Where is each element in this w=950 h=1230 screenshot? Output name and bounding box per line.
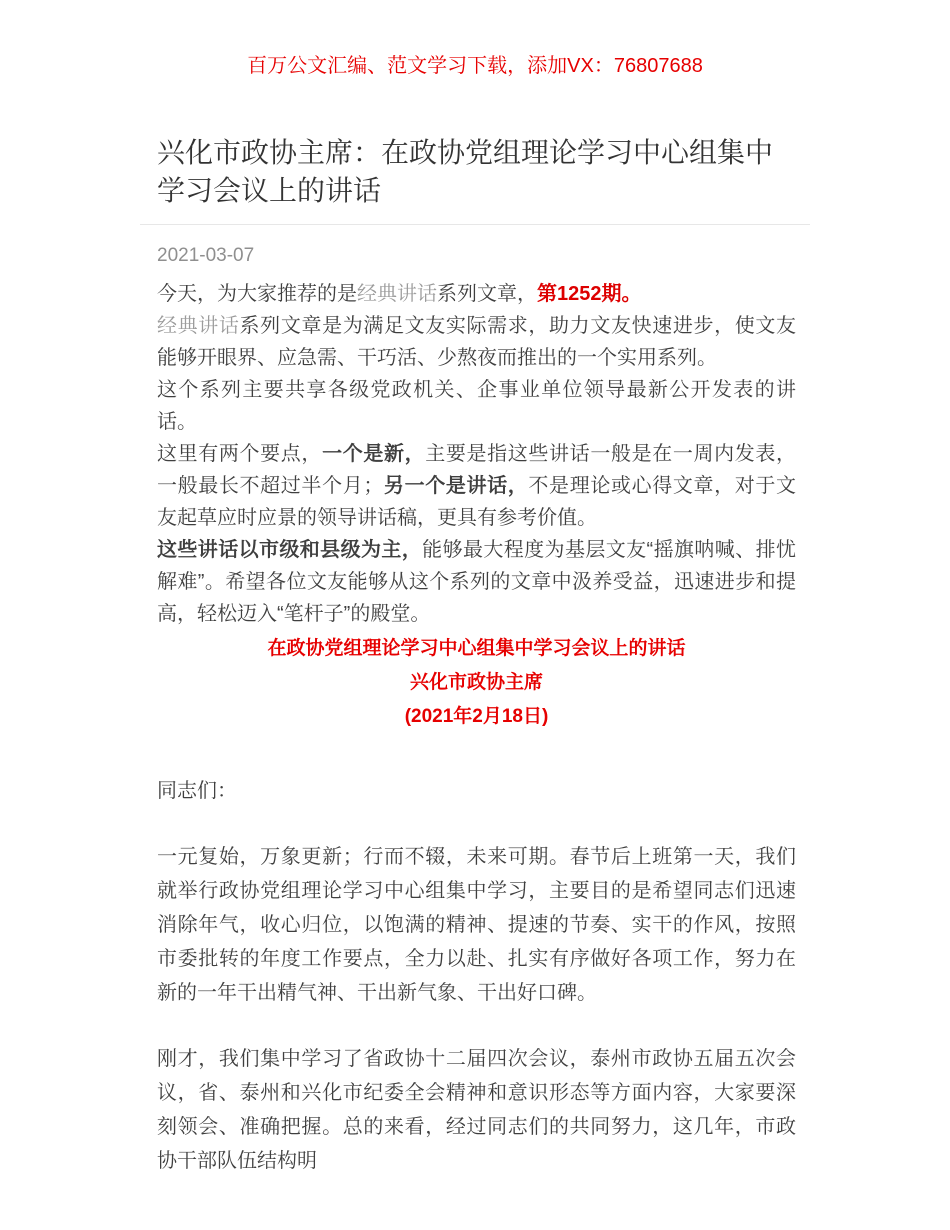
text-run: 主要是指这些讲话一般是在一周内发表，一般最长不超过半个月； [157, 443, 797, 497]
intro-paragraph [157, 310, 796, 374]
text-run: 这些讲话以市级和县级为主， [157, 539, 423, 561]
text-run: 系列文章， [437, 283, 537, 305]
speech-speaker: 兴化市政协主席 [409, 672, 543, 693]
text-run: 一个是新， [322, 443, 426, 465]
intro-paragraph [157, 374, 796, 438]
publish-date: 2021-03-07 [157, 245, 255, 266]
text-run: 不是理论或心得文章，对于文友起草应时应景的领导讲话稿，更具有参考价值。 [157, 475, 797, 529]
text-run: 第1252期。 [537, 283, 642, 305]
intro-paragraph [157, 534, 796, 630]
speech-paragraph: 同志们： [157, 780, 237, 802]
promo-banner: 百万公文汇编、范文学习下载，添加VX：76807688 [247, 55, 703, 77]
speech-body [140, 774, 810, 1178]
text-run: 这里有两个要点， [157, 443, 323, 465]
speech-paragraph: 刚才，我们集中学习了省政协十二届四次会议，泰州市政协五届五次会议，省、泰州和兴化市纪委全会精神和意识形态等方面内容，大家要深刻领会、准确把握。总的来看，经过同志们的共同努力，这几年，市政协干部队伍结构明 [157, 1048, 796, 1172]
text-run: 今天，为大家推荐的是 [157, 283, 357, 305]
text-run: 经典讲话 [357, 283, 437, 305]
title-divider [140, 224, 810, 225]
speech-title: 在政协党组理论学习中心组集中学习会议上的讲话 [267, 638, 686, 659]
speech-heading [140, 632, 810, 734]
text-run: 经典讲话 [157, 315, 240, 337]
text-run: 这个系列主要共享各级党政机关、企事业单位领导最新公开发表的讲话。 [157, 379, 796, 433]
text-run: 另一个是讲话， [383, 475, 529, 497]
intro-section [140, 278, 810, 630]
text-run: 能够最大程度为基层文友“摇旗呐喊、排忧解难”。希望各位文友能够从这个系列的文章中汲养受益，迅速进步和提高，轻松迈入“笔杆子”的殿堂。 [157, 539, 796, 625]
speech-paragraph: 一元复始，万象更新；行而不辍，未来可期。春节后上班第一天，我们就举行政协党组理论学习中心组集中学习，主要目的是希望同志们迅速消除年气，收心归位，以饱满的精神、提速的节奏、实干的作风，按照市委批转的年度工作要点，全力以赴、扎实有序做好各项工作，努力在新的一年干出精气神、干出新气象、干出好口碑。 [157, 846, 796, 1004]
article-title: 兴化市政协主席：在政协党组理论学习中心组集中学习会议上的讲话 [157, 137, 774, 206]
article [140, 134, 810, 1178]
intro-paragraph [157, 438, 796, 534]
speech-date: (2021年2月18日) [404, 706, 549, 727]
text-run: 系列文章是为满足文友实际需求，助力文友快速进步，使文友能够开眼界、应急需、干巧活、少熬夜而推出的一个实用系列。 [157, 315, 797, 369]
intro-paragraph [157, 278, 796, 310]
